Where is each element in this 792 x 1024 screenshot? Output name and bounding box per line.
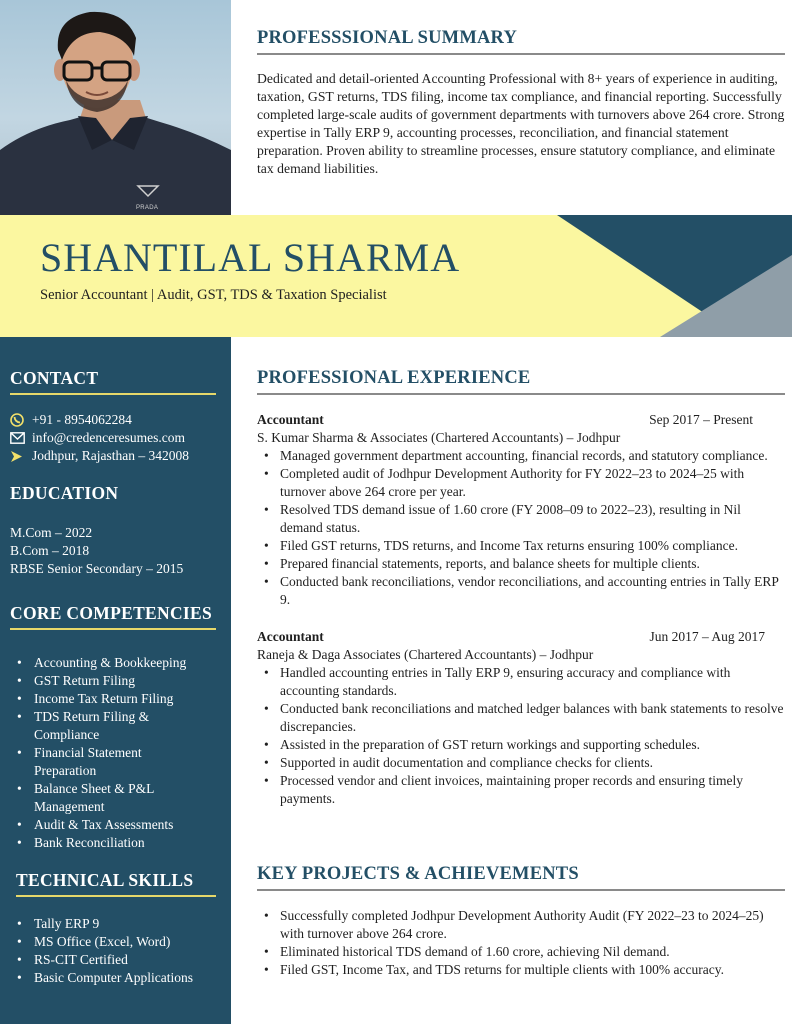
education-section xyxy=(10,483,183,578)
technical-skill-item: • MS Office (Excel, Word) xyxy=(10,933,225,951)
candidate-name: SHANTILAL SHARMA xyxy=(40,235,461,280)
competencies-divider xyxy=(10,628,216,630)
competency-item: • Audit & Tax Assessments xyxy=(10,816,225,834)
job-bullet: • Processed vendor and client invoices, maintaining proper records and ensuring timely payments. xyxy=(257,772,785,808)
job-dates: Sep 2017 – Present xyxy=(649,412,753,427)
competency-item: • Financial Statement Preparation xyxy=(10,744,180,780)
project-item: • Eliminated historical TDS demand of 1.60 crore, achieving Nil demand. xyxy=(257,943,785,961)
competency-item: • Income Tax Return Filing xyxy=(10,690,225,708)
experience-title: PROFESSIONAL EXPERIENCE xyxy=(257,368,531,388)
summary-title: PROFESSSIONAL SUMMARY xyxy=(257,28,518,48)
education-item: B.Com – 2018 xyxy=(10,543,90,558)
contact-title: CONTACT xyxy=(10,368,99,388)
contact-divider xyxy=(10,393,216,395)
job-bullet: • Managed government department accounting, financial records, and statutory compliance. xyxy=(257,447,785,465)
shirt-logo-text: PRADA xyxy=(136,205,159,211)
job-bullet: • Assisted in the preparation of GST return workings and supporting schedules. xyxy=(257,736,785,754)
candidate-tagline: Senior Accountant | Audit, GST, TDS & Taxation Specialist xyxy=(40,287,387,303)
contact-location xyxy=(10,447,216,465)
location-arrow-icon xyxy=(10,450,32,463)
education-item: RBSE Senior Secondary – 2015 xyxy=(10,561,184,576)
profile-photo xyxy=(0,0,231,215)
contact-phone xyxy=(10,411,216,429)
experience-divider xyxy=(257,393,785,395)
projects-title: KEY PROJECTS & ACHIEVEMENTS xyxy=(257,864,579,884)
technical-skill-item: • RS-CIT Certified xyxy=(10,951,225,969)
competency-item: • Accounting & Bookkeeping xyxy=(10,654,225,672)
key-projects-section xyxy=(257,864,785,979)
competency-item: • Balance Sheet & P&L Management xyxy=(10,780,180,816)
professional-experience-section xyxy=(257,368,785,808)
technical-title: TECHNICAL SKILLS xyxy=(16,870,194,890)
job-entry xyxy=(257,411,785,609)
competency-item: • TDS Return Filing & Compliance xyxy=(10,708,180,744)
competency-item: • GST Return Filing xyxy=(10,672,225,690)
job-bullet: • Handled accounting entries in Tally ERP 9, ensuring accuracy and compliance with accounting standards. xyxy=(257,664,785,700)
technical-skill-item: • Tally ERP 9 xyxy=(10,915,225,933)
education-title: EDUCATION xyxy=(10,483,119,503)
job-bullet: • Prepared financial statements, reports, and balance sheets for multiple clients. xyxy=(257,555,785,573)
contact-email xyxy=(10,429,216,447)
contact-email-text: info@credenceresumes.com xyxy=(32,430,185,445)
sidebar xyxy=(0,337,231,1024)
phone-icon xyxy=(10,413,32,427)
project-item: • Successfully completed Jodhpur Development Authority Audit (FY 2022–23 to 2024–25) with turnover above 264 crore. xyxy=(257,907,785,943)
name-banner xyxy=(0,215,792,337)
job-title: Accountant xyxy=(257,629,324,644)
job-title: Accountant xyxy=(257,412,324,427)
profile-photo-illustration xyxy=(0,0,231,215)
job-company: Raneja & Daga Associates (Chartered Accountants) – Jodhpur xyxy=(257,647,594,662)
summary-divider xyxy=(257,53,785,55)
competency-item: • Bank Reconciliation xyxy=(10,834,225,852)
job-bullet: • Completed audit of Jodhpur Development Authority for FY 2022–23 to 2024–25 with turnover above 264 crore per year. xyxy=(257,465,785,501)
job-bullet: • Supported in audit documentation and compliance checks for clients. xyxy=(257,754,785,772)
technical-divider xyxy=(16,895,216,897)
technical-skill-item: • Basic Computer Applications xyxy=(10,969,225,987)
contact-location-text: Jodhpur, Rajasthan – 342008 xyxy=(32,448,189,463)
contact-section xyxy=(10,368,216,465)
contact-phone-text: +91 - 8954062284 xyxy=(32,412,132,427)
job-entry xyxy=(257,628,785,808)
professional-summary-section xyxy=(257,28,785,178)
core-competencies-section xyxy=(10,603,225,852)
job-company: S. Kumar Sharma & Associates (Chartered Accountants) – Jodhpur xyxy=(257,430,621,445)
job-bullet: • Filed GST returns, TDS returns, and Income Tax returns ensuring 100% compliance. xyxy=(257,537,785,555)
job-bullet: • Conducted bank reconciliations and matched ledger balances with bank statements to resolve discrepancies. xyxy=(257,700,785,736)
job-dates: Jun 2017 – Aug 2017 xyxy=(649,629,765,644)
summary-text: Dedicated and detail-oriented Accounting Professional with 8+ years of experience in auditing, taxation, GST returns, TDS filing, income tax compliance, and financial reporting. Successfully completed large-scale audits of government departments with turnovers above 264 crore. Strong expertise in Tally ERP 9, accounting processes, reconciliation, and financial statement preparation. Proven ability to streamline processes, ensure statutory compliance, and eliminate tax demand liabilities. xyxy=(257,71,785,176)
job-bullet: • Resolved TDS demand issue of 1.60 crore (FY 2008–09 to 2022–23), resulting in Nil demand status. xyxy=(257,501,785,537)
projects-divider xyxy=(257,889,785,891)
competencies-title: CORE COMPETENCIES xyxy=(10,603,213,623)
project-item: • Filed GST, Income Tax, and TDS returns for multiple clients with 100% accuracy. xyxy=(257,961,785,979)
envelope-icon xyxy=(10,432,32,444)
technical-skills-section xyxy=(16,870,225,987)
education-item: M.Com – 2022 xyxy=(10,525,93,540)
job-bullet: • Conducted bank reconciliations, vendor reconciliations, and accounting entries in Tally ERP 9. xyxy=(257,573,785,609)
